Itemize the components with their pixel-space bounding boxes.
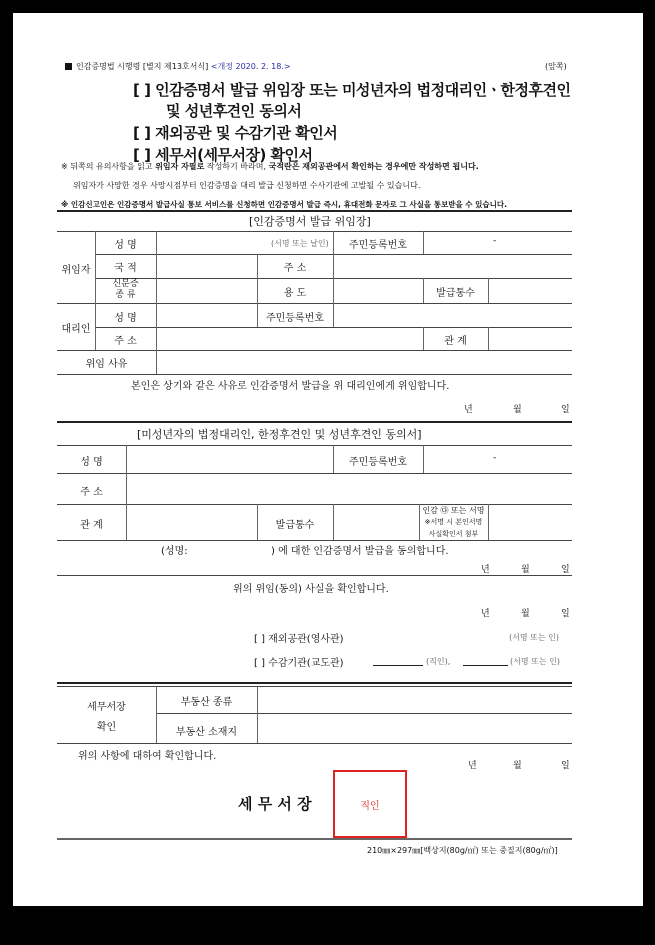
property-type-label: 부동산 종류 (180, 697, 233, 708)
property-location-label: 부동산 소재지 (175, 727, 238, 738)
prison-sign: (서명 또는 인) (510, 657, 560, 666)
tax-chief-label: 세무서장 확인 (87, 702, 126, 733)
guardian-address-label: 주 소 (80, 487, 103, 498)
agent-name-label: 성 명 (114, 313, 137, 324)
consent-month: 월 (521, 565, 530, 575)
official-seal-box: 직인 (333, 770, 407, 838)
square-bullet-icon (65, 63, 72, 70)
section-delegation-title: [인감증명서 발급 위임장] (249, 215, 371, 228)
checkbox-delegation[interactable]: [ ] (133, 81, 151, 99)
notice-handwriting: ※ 뒤쪽의 유의사항을 읽고 위임자 자필로 작성하기 바라며, 국적란은 재외공관에서 확인하는 경우에만 작성하면 됩니다. (61, 162, 479, 171)
delegator-label: 위임자 (61, 265, 91, 276)
date-year: 년 (464, 405, 473, 415)
agent-address-label: 주 소 (114, 336, 137, 347)
guardian-rrn-dash: - (493, 453, 497, 463)
sign-hint: (서명 또는 날인) (271, 239, 329, 248)
confirm-statement: 위의 위임(동의) 사실을 확인합니다. (233, 584, 389, 595)
nationality-label: 국 적 (114, 263, 137, 274)
tax-year: 년 (468, 761, 477, 771)
title-delegation-line2: 및 성년후견인 동의서 (166, 102, 302, 120)
delegator-address-label: 주 소 (283, 263, 307, 274)
section-consent-title: [미성년자의 법정대리인, 한정후견인 및 성년후견인 동의서] (137, 428, 422, 441)
paper-spec: 210㎜×297㎜[백상지(80g/㎡) 또는 중질지(80g/㎡)] (367, 846, 558, 855)
agent-label: 대리인 (61, 324, 91, 335)
guardian-name-label: 성 명 (80, 457, 103, 468)
title-tax-office: [ ] 세무서(세무서장) 확인서 (133, 146, 313, 164)
guardian-copies-label: 발급통수 (275, 520, 315, 531)
tax-confirm-statement: 위의 사항에 대하여 확인합니다. (78, 751, 217, 762)
date-month: 월 (513, 405, 522, 415)
title-delegation: [ ] 인감증명서 발급 위임장 또는 미성년자의 법정대리인ㆍ한정후견인 (133, 81, 571, 99)
confirm-day: 일 (561, 609, 570, 619)
guardian-rrn-label: 주민등록번호 (349, 457, 407, 468)
notice-death: 위임자가 사망한 경우 사망시점부터 인감증명을 대리 발급 신청하면 수사기관에 고발될 수 있습니다. (73, 181, 421, 190)
consent-day: 일 (561, 565, 570, 575)
consent-name-open: (성명: (161, 546, 188, 557)
prison-option[interactable]: [ ] 수감기관(교도관) (254, 658, 344, 669)
prison-seal: (직인), (426, 657, 451, 666)
consent-statement: ) 에 대한 인감증명서 발급을 동의합니다. (271, 546, 449, 557)
form-paper (13, 13, 643, 906)
delegator-rrn-label: 주민등록번호 (349, 240, 407, 251)
date-day: 일 (561, 405, 570, 415)
notice-sms: ※ 인감신고인은 인감증명서 발급사실 통보 서비스를 신청하면 인감증명서 발급 즉시, 휴대전화 문자로 그 사실을 통보받을 수 있습니다. (61, 200, 507, 209)
delegation-statement: 본인은 상기와 같은 사유로 인감증명서 발급을 위 대리인에게 위임합니다. (131, 381, 450, 392)
delegator-name-label: 성 명 (114, 240, 137, 251)
purpose-label: 용 도 (283, 288, 307, 299)
tax-day: 일 (561, 761, 570, 771)
tax-month: 월 (513, 761, 522, 771)
tax-chief-title: 세 무 서 장 (238, 795, 312, 813)
relation-label: 관 계 (444, 336, 467, 347)
revision-date: <개정 2020. 2. 18.> (210, 62, 291, 71)
law-reference: 인감증명법 시행령 [별지 제13호서식] <개정 2020. 2. 18.> (65, 61, 291, 72)
delegator-rrn-dash: - (493, 236, 497, 246)
title-embassy: [ ] 재외공관 및 수감기관 확인서 (133, 124, 338, 142)
agent-rrn-label: 주민등록번호 (266, 313, 324, 324)
checkbox-tax-office[interactable]: [ ] (133, 146, 151, 164)
embassy-option[interactable]: [ ] 재외공관(영사관) (254, 634, 344, 645)
embassy-sign: (서명 또는 인) (509, 633, 559, 642)
seal-or-signature: 인감 ㉰ 또는 서명 ※서명 시 본인서명 사실확인서 첨부 (422, 506, 485, 538)
checkbox-embassy[interactable]: [ ] (133, 124, 151, 142)
id-type-label: 신분증 종 류 (112, 279, 139, 300)
confirm-month: 월 (521, 609, 530, 619)
guardian-relation-label: 관 계 (80, 520, 103, 531)
reason-label: 위임 사유 (85, 359, 128, 370)
copies-label: 발급통수 (436, 288, 475, 299)
page-side: (앞쪽) (545, 62, 567, 71)
consent-year: 년 (481, 565, 490, 575)
confirm-year: 년 (481, 609, 490, 619)
